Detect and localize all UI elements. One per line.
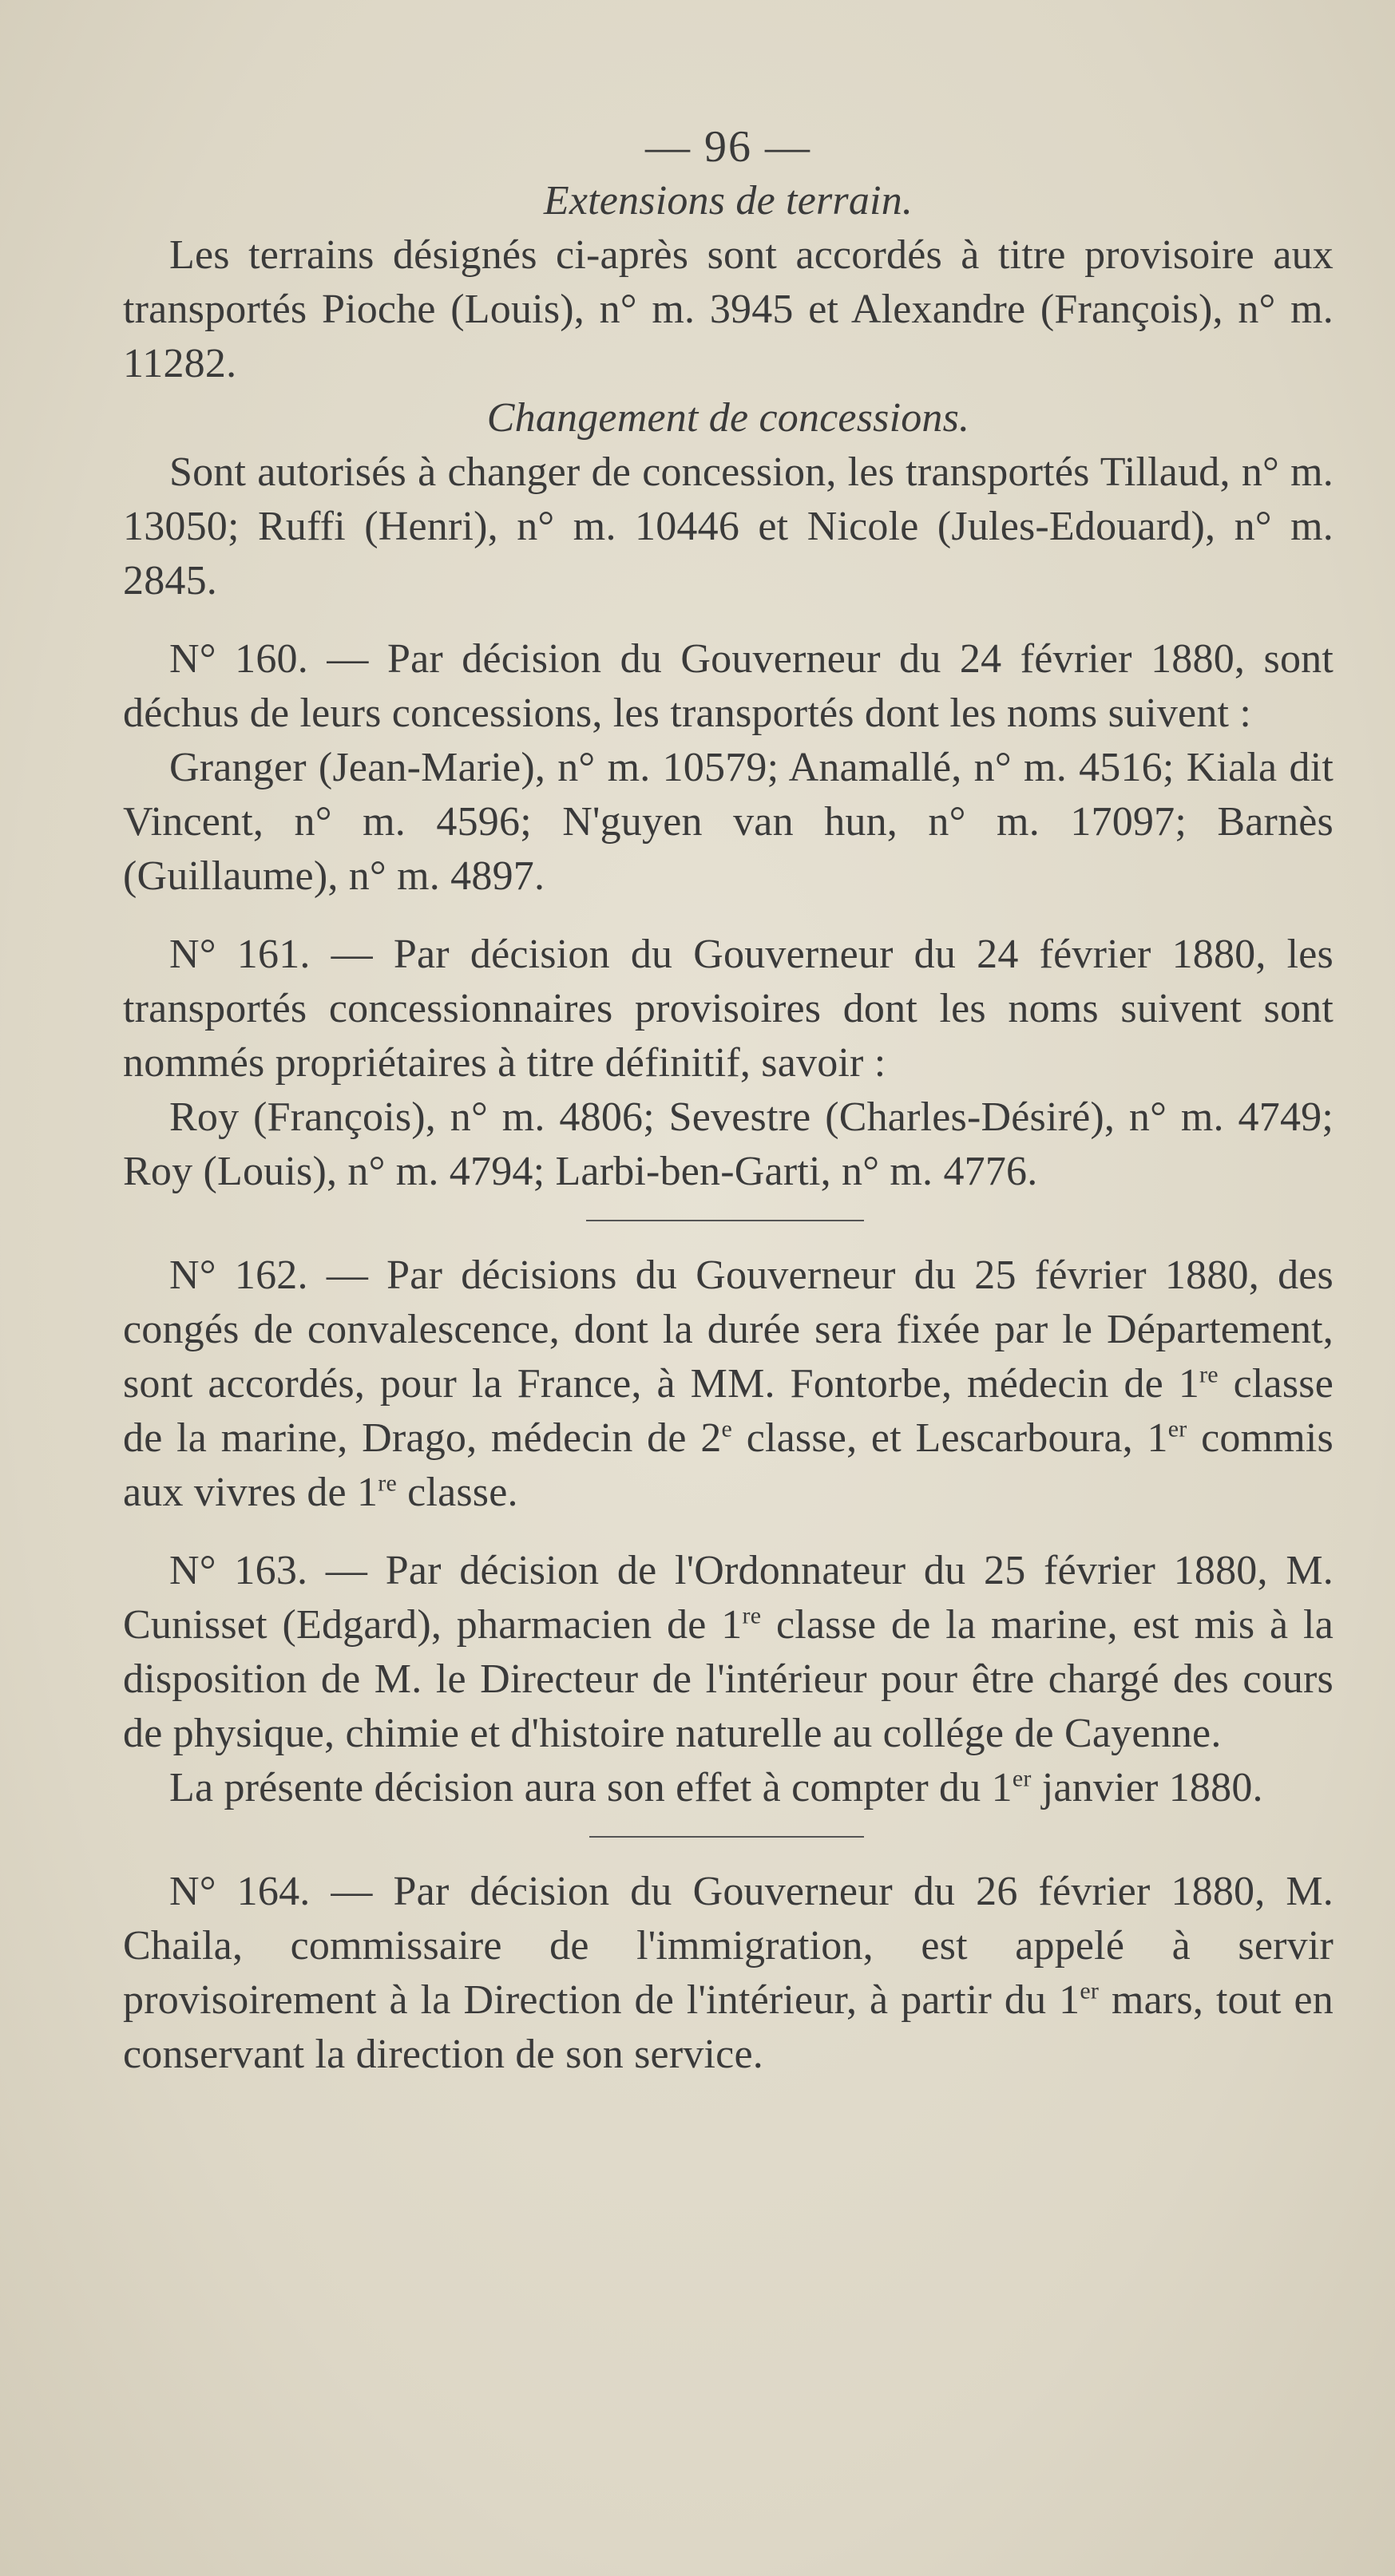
paragraph-no162: [123, 1248, 1334, 1520]
text-segment: classe.: [396, 1470, 518, 1515]
page-number: — 96 —: [645, 122, 811, 172]
heading-extensions: Extensions de terrain.: [543, 178, 913, 224]
superscript: e: [721, 1415, 733, 1442]
paragraph-no161: N° 161. — Par décision du Gouverneur du 24 février 1880, les transportés concessionnaires provisoires dont les noms suivent sont nommés propriétaires à titre définitif, savoir :: [123, 932, 1334, 1086]
superscript: er: [1080, 1977, 1100, 2004]
text-segment: N° 163. — Par décision de l'Ordonnateur du 25 février 1880, M. Cunisset (Edgard), pharmacien de 1: [123, 1548, 1334, 1648]
heading-changement: Changement de concessions.: [486, 395, 970, 441]
superscript: er: [1012, 1765, 1032, 1792]
superscript: er: [1167, 1415, 1187, 1442]
paragraph-no160: N° 160. — Par décision du Gouverneur du 24 février 1880, sont déchus de leurs concessions, les transportés dont les noms suivent :: [123, 636, 1334, 736]
paragraph-no164: [123, 1865, 1334, 2082]
paragraph-no163: [123, 1544, 1334, 1761]
text-segment: La présente décision aura son effet à compter du 1: [169, 1765, 1013, 1810]
list-no161: Roy (François), n° m. 4806; Sevestre (Charles-Désiré), n° m. 4749; Roy (Louis), n° m. 4794; Larbi-ben-Garti, n° m. 4776.: [123, 1094, 1334, 1194]
text-segment: janvier 1880.: [1031, 1765, 1263, 1810]
text-segment: classe, et Lescarboura, 1: [732, 1415, 1168, 1461]
text-segment: N° 164. — Par décision du Gouverneur du 26 février 1880, M. Chaila, commissaire de l'immigration, est appelé à servir provisoirement à la Direction de l'intérieur, à partir du 1: [123, 1869, 1334, 2023]
superscript: re: [1199, 1361, 1219, 1388]
paragraph-changement: Sont autorisés à changer de concession, les transportés Tillaud, n° m. 13050; Ruffi (Henri), n° m. 10446 et Nicole (Jules-Edouard), n° m. 2845.: [123, 449, 1334, 603]
divider-rule: [589, 1836, 864, 1838]
list-no160: Granger (Jean-Marie), n° m. 10579; Anamallé, n° m. 4516; Kiala dit Vincent, n° m. 4596; N'guyen van hun, n° m. 17097; Barnès (Guillaume), n° m. 4897.: [123, 745, 1334, 899]
superscript: re: [742, 1602, 762, 1629]
page-content: [123, 120, 1334, 2082]
divider-rule: [586, 1220, 864, 1221]
superscript: re: [378, 1470, 397, 1497]
text-segment: classe de la marine, Drago, médecin de 2: [123, 1361, 1334, 1461]
paragraph-no163-effect: [123, 1761, 1334, 1815]
text-segment: classe de la marine, est mis à la disposition de M. le Directeur de l'intérieur pour être chargé des cours de physique, chimie et d'histoire naturelle au collége de Cayenne.: [123, 1602, 1334, 1756]
text-segment: mars, tout en conservant la direction de son service.: [123, 1977, 1334, 2077]
text-segment: N° 162. — Par décisions du Gouverneur du 25 février 1880, des congés de convalescence, dont la durée sera fixée par le Département, sont accordés, pour la France, à MM. Fontorbe, médecin de 1: [123, 1252, 1334, 1407]
text-segment: commis aux vivres de 1: [123, 1415, 1334, 1515]
paragraph-extensions: Les terrains désignés ci-après sont accordés à titre provisoire aux transportés Pioche (Louis), n° m. 3945 et Alexandre (François), n° m. 11282.: [123, 232, 1334, 386]
